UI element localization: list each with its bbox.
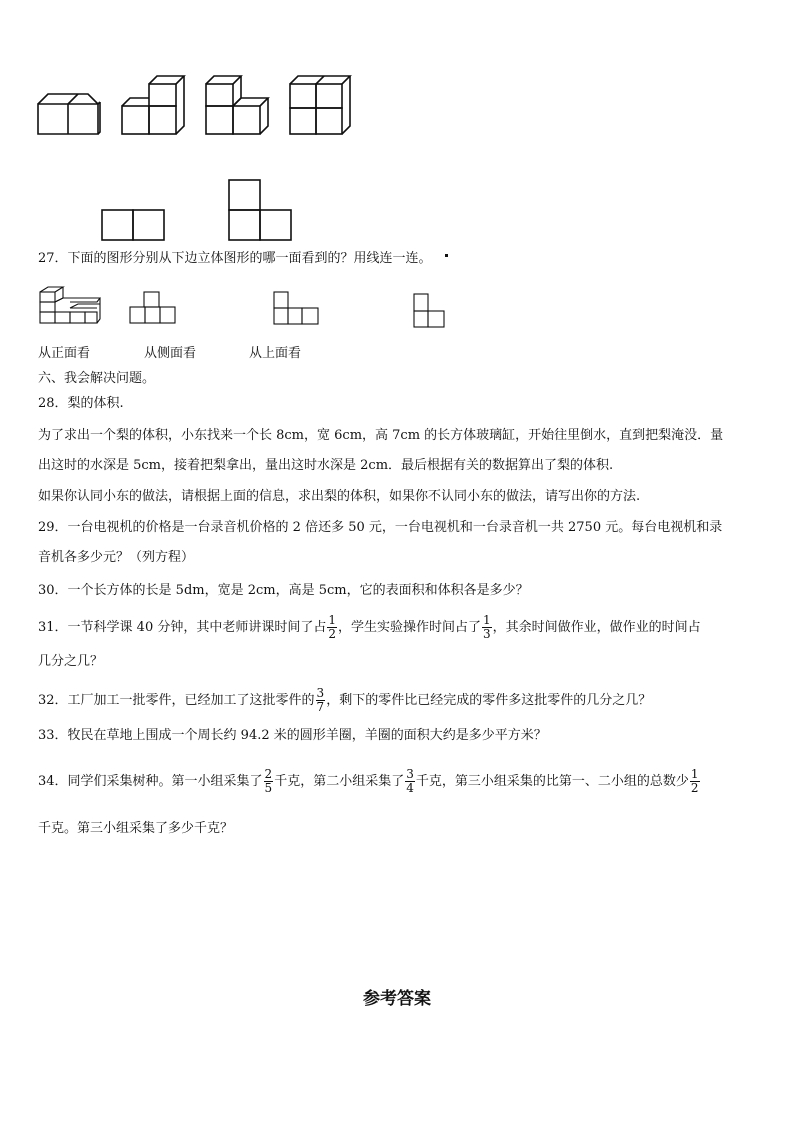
- q34-fraction-3: [690, 768, 700, 795]
- q27-view-b: [274, 292, 322, 326]
- fraction-numerator: 1: [483, 613, 491, 627]
- q27-solid-figure: [40, 286, 102, 326]
- fraction-denominator: 3: [483, 627, 491, 641]
- decor-dot: [445, 254, 451, 260]
- fraction-numerator: 3: [406, 767, 414, 781]
- cube-figure-1: [38, 90, 100, 136]
- q31-text-a: 31．一节科学课 40 分钟，其中老师讲课时间了占: [38, 620, 327, 635]
- fraction-numerator: 2: [264, 767, 273, 781]
- q31-fraction-2: [482, 614, 492, 641]
- view-two-squares: [102, 210, 166, 242]
- q32: [38, 685, 651, 717]
- cube-figure-2: [122, 76, 184, 136]
- answer-key-title: 参考答案: [363, 989, 431, 1009]
- fraction-denominator: 2: [328, 627, 336, 641]
- q27-view-a: [130, 292, 178, 326]
- view-label-side: 从侧面看: [144, 346, 197, 361]
- q34-text-a: 34．同学们采集树种。第一小组采集了: [38, 774, 263, 789]
- q34-line-2: 千克。第三小组采集了多少千克？: [38, 821, 234, 836]
- view-label-top: 从上面看: [249, 346, 302, 361]
- fraction-numerator: 1: [690, 767, 699, 781]
- section-6-heading: 六、我会解决问题。: [38, 371, 156, 386]
- fraction-denominator: 2: [690, 781, 699, 795]
- q34-fraction-1: [264, 768, 274, 795]
- q34-text-c: 千克，第三小组采集的比第一、二小组的总数少: [415, 774, 689, 789]
- view-l-shape: [229, 180, 293, 242]
- fraction-numerator: 1: [328, 613, 336, 627]
- q29-line-1: 29．一台电视机的价格是一台录音机价格的 2 倍还多 50 元，一台电视机和一台录音机一共 2750 元。每台电视机和录: [38, 520, 723, 535]
- q34-text-b: 千克，第二小组采集了: [274, 774, 405, 789]
- q32-fraction: [316, 687, 326, 714]
- fraction-denominator: 7: [316, 700, 325, 714]
- q28-title: 28．梨的体积.: [38, 396, 124, 411]
- view-label-front: 从正面看: [38, 346, 91, 361]
- q31-text-c: ，其余时间做作业，做作业的时间占: [492, 620, 701, 635]
- fraction-denominator: 4: [406, 781, 414, 795]
- q34-fraction-2: [405, 768, 415, 795]
- q30: 30．一个长方体的长是 5dm，宽是 2cm，高是 5cm，它的表面积和体积各是多少？: [38, 583, 529, 598]
- q33: 33．牧民在草地上围成一个周长约 94.2 米的圆形羊圈，羊圈的面积大约是多少平方米？: [38, 728, 547, 743]
- q32-text-a: 32．工厂加工一批零件，已经加工了这批零件的: [38, 693, 315, 708]
- q31-fraction-1: [327, 614, 337, 641]
- q29-line-2: 音机各多少元？（列方程）: [38, 550, 195, 565]
- q27-view-c: [414, 294, 448, 330]
- q31-line-1: [38, 612, 701, 644]
- q28-line-2: 出这时的水深是 5cm，接着把梨拿出，量出这时水深是 2cm．最后根据有关的数据算出了梨的体积.: [38, 458, 614, 473]
- fraction-numerator: 3: [316, 686, 325, 700]
- q28-line-1: 为了求出一个梨的体积，小东找来一个长 8cm，宽 6cm，高 7cm 的长方体玻璃缸，开始往里倒水，直到把梨淹没．量: [38, 428, 724, 443]
- fraction-denominator: 5: [264, 781, 273, 795]
- q31-line-2: 几分之几？: [38, 654, 104, 669]
- q28-line-3: 如果你认同小东的做法，请根据上面的信息，求出梨的体积，如果你不认同小东的做法，请写出你的方法.: [38, 489, 641, 504]
- cube-figure-3: [206, 76, 268, 136]
- q27-prompt: 27．下面的图形分别从下边立体图形的哪一面看到的？用线连一连。: [38, 251, 432, 266]
- q32-text-b: ，剩下的零件比已经完成的零件多这批零件的几分之几？: [326, 693, 652, 708]
- q31-text-b: ，学生实验操作时间占了: [338, 620, 482, 635]
- cube-figure-4: [290, 76, 354, 136]
- q34-line-1: [38, 765, 701, 799]
